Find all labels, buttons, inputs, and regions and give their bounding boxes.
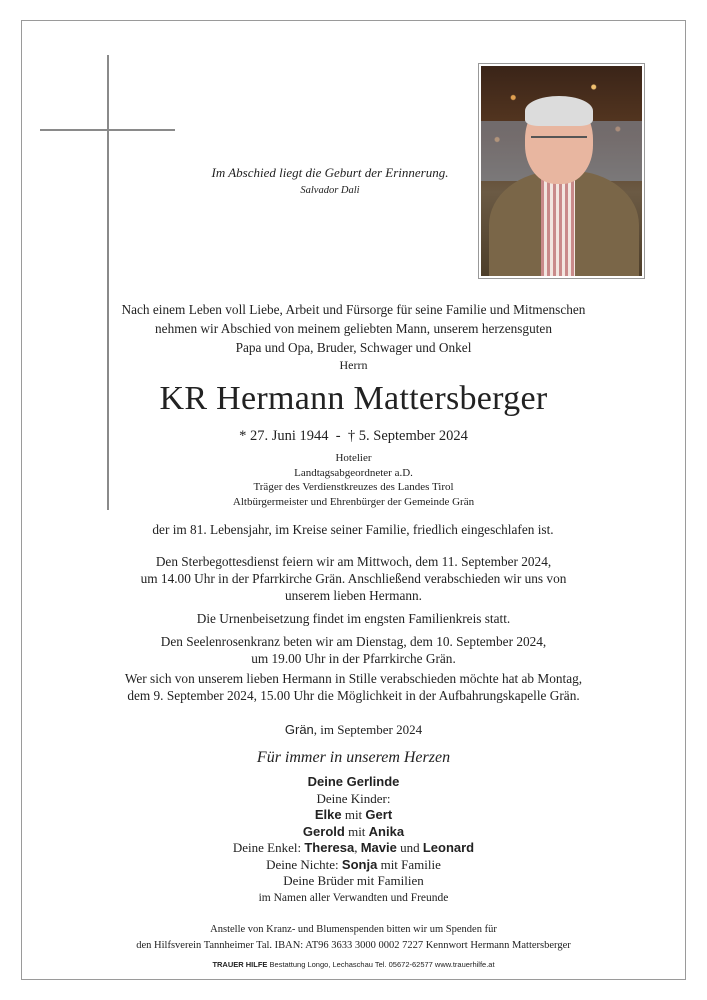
urn-text: Die Urnenbeisetzung findet im engsten Familienkreis statt. — [196, 611, 511, 626]
family-list: Deine Gerlinde Deine Kinder: Elke mit Gert Gerold mit Anika Deine Enkel: Theresa, Mavie und Leonard Deine Nichte: Sonja mit Familie Deine Brüder mit Familien im Namen aller Verwandten und Freunde — [70, 774, 637, 906]
children-label: Deine Kinder: — [316, 790, 391, 806]
footer-text: Bestattung Longo, Lechaschau Tel. 05672-62577 www.trauerhilfe.at — [267, 960, 495, 969]
title-item: Altbürgermeister und Ehrenbürger der Gemeinde Grän — [232, 495, 475, 508]
donation-note: Anstelle von Kranz- und Blumenspenden bitten wir um Spenden für den Hilfsverein Tannheimer Tal. IBAN: AT96 3633 3000 0002 7227 Kennwort Hermann Mattersberger — [136, 924, 571, 951]
title-item: Landtagsabgeordneter a.D. — [294, 466, 413, 479]
intro-text: Nach einem Leben voll Liebe, Arbeit und Fürsorge für seine Familie und Mitmenschen nehmen wir Abschied von meinem geliebten Mann, unserem herzensguten Papa und Opa, Bruder, Schwager und Onkel — [121, 302, 586, 355]
quote-author: Salvador Dali — [300, 185, 360, 196]
relatives-line: im Namen aller Verwandten und Freunde — [258, 891, 449, 904]
rosary-text: Den Seelenrosenkranz beten wir am Dienstag, dem 10. September 2024, um 19.00 Uhr in der Pfarrkirche Grän. — [160, 634, 547, 666]
footer-credit — [70, 960, 637, 969]
portrait-photo — [478, 63, 645, 279]
passed-text: der im 81. Lebensjahr, im Kreise seiner Familie, friedlich eingeschlafen ist. — [152, 522, 554, 537]
deceased-name: KR Hermann Mattersberger — [159, 380, 548, 417]
place-date-text: , im September 2024 — [313, 722, 423, 737]
wife-name: Deine Gerlinde — [307, 774, 400, 789]
footer-brand: TRAUER HILFE — [212, 960, 268, 969]
salutation: Herrn — [339, 358, 368, 372]
birth-date: * 27. Juni 1944 — [239, 428, 329, 444]
quote-block — [180, 165, 480, 196]
date-separator: - — [335, 428, 341, 444]
niece-line: Deine Nichte: Sonja mit Familie — [266, 856, 441, 872]
titles-list — [100, 451, 607, 509]
place-town: Grän — [284, 722, 314, 737]
grandchildren-line: Deine Enkel: Theresa, Mavie und Leonard — [232, 840, 475, 855]
title-item: Träger des Verdienstkreuzes des Landes Tirol — [253, 481, 454, 493]
farewell-text: Wer sich von unserem lieben Hermann in Stille verabschieden möchte hat ab Montag, dem 9. September 2024, 15.00 Uhr die Möglichkeit in der Aufbahrungskapelle Grän. — [124, 671, 583, 703]
brothers-line: Deine Brüder mit Familien — [283, 873, 424, 888]
quote-text: Im Abschied liegt die Geburt der Erinnerung. — [211, 165, 449, 180]
life-dates — [100, 428, 607, 445]
title-item: Hotelier — [335, 452, 372, 464]
forever-heading: Für immer in unserem Herzen — [256, 749, 451, 766]
service-text: Den Sterbegottesdienst feiern wir am Mittwoch, dem 11. September 2024, um 14.00 Uhr in der Pfarrkirche Grän. Anschließend verabschieden wir uns von unserem lieben Hermann. — [140, 554, 567, 603]
cross-horizontal-bar — [40, 129, 175, 131]
place-date — [70, 722, 637, 738]
death-date: † 5. September 2024 — [347, 428, 468, 444]
